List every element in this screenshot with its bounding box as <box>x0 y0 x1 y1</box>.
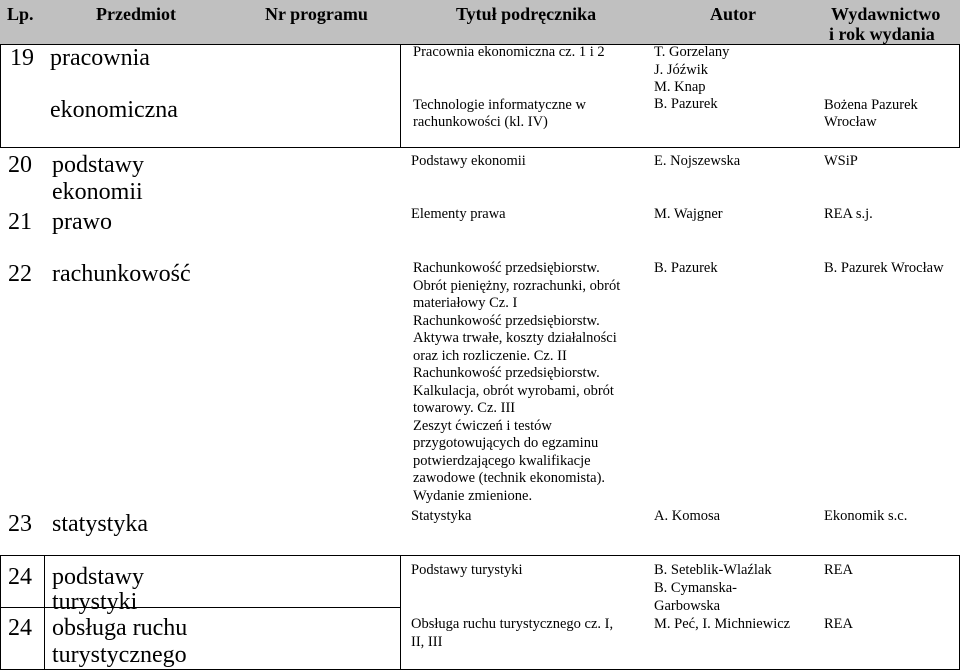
row-title-line: oraz ich rozliczenie. Cz. II <box>413 347 567 364</box>
row-publisher: Bożena Pazurek <box>824 97 918 113</box>
row-title: II, III <box>411 634 443 650</box>
row-subject: turystyki <box>52 589 138 615</box>
row-publisher: REA <box>824 562 853 578</box>
header-autor: Autor <box>710 4 756 24</box>
row-subject: ekonomiczna <box>50 97 178 123</box>
row-subject: ekonomii <box>52 179 143 205</box>
row-lp: 21 <box>8 209 32 235</box>
row-publisher: REA s.j. <box>824 206 873 222</box>
row-subject: obsługa ruchu <box>52 615 188 641</box>
row-title: Elementy prawa <box>411 206 506 222</box>
row-publisher: B. Pazurek Wrocław <box>824 260 944 276</box>
row-title-block <box>413 260 620 505</box>
row-author: M. Knap <box>654 79 706 95</box>
row-author: M. Peć, I. Michniewicz <box>654 616 791 632</box>
header-tytul: Tytuł podręcznika <box>456 4 597 24</box>
grid-line <box>400 555 401 670</box>
row-title-line: Wydanie zmienione. <box>413 487 533 504</box>
row-title-line: towarowy. Cz. III <box>413 400 516 416</box>
row-author: J. Jóźwik <box>654 62 708 78</box>
row-author: B. Seteblik-Wlaźlak <box>654 562 772 578</box>
row-author: M. Wajgner <box>654 206 723 222</box>
row-subject: statystyka <box>52 511 148 537</box>
row-title-line: Zeszyt ćwiczeń i testów <box>413 417 552 434</box>
row-author: T. Gorzelany <box>654 44 730 60</box>
grid-line <box>400 44 401 148</box>
row-subject: prawo <box>52 209 112 235</box>
row-lp: 24 <box>8 564 32 590</box>
header-lp: Lp. <box>7 4 34 24</box>
row-author: A. Komosa <box>654 508 721 524</box>
row-title-line: Aktywa trwałe, koszty działalności <box>413 330 617 346</box>
row-lp: 20 <box>8 152 32 178</box>
row-title: Pracownia ekonomiczna cz. 1 i 2 <box>413 44 605 60</box>
row-title: rachunkowości (kl. IV) <box>413 114 548 130</box>
row-lp: 24 <box>8 615 32 641</box>
grid-line <box>0 555 1 670</box>
row-subject: turystycznego <box>52 642 187 668</box>
row-title-line: Rachunkowość przedsiębiorstw. <box>413 260 600 276</box>
row-author: B. Pazurek <box>654 96 718 112</box>
row-publisher: Wrocław <box>824 114 877 130</box>
table-header <box>0 0 960 44</box>
row-author: B. Pazurek <box>654 260 718 276</box>
row-title: Podstawy ekonomii <box>411 153 526 169</box>
row-title-line: Rachunkowość przedsiębiorstw. <box>413 365 600 381</box>
row-title-line: Kalkulacja, obrót wyrobami, obrót <box>413 382 614 399</box>
row-title-line: zawodowe (technik ekonomista). <box>413 470 606 486</box>
row-publisher: REA <box>824 616 853 632</box>
row-title: Technologie informatyczne w <box>413 97 586 113</box>
row-subject: rachunkowość <box>52 261 191 287</box>
row-title: Podstawy turystyki <box>411 562 523 578</box>
grid-line <box>0 555 960 556</box>
grid-line <box>0 44 1 148</box>
grid-line <box>44 555 45 670</box>
header-wydawnictwo-line1: Wydawnictwo <box>831 4 941 24</box>
row-title-line: potwierdzającego kwalifikacje <box>413 452 591 469</box>
header-nr-programu: Nr programu <box>265 4 368 24</box>
row-lp: 22 <box>8 261 32 287</box>
row-title: Obsługa ruchu turystycznego cz. I, <box>411 616 614 632</box>
row-publisher: Ekonomik s.c. <box>824 508 908 524</box>
header-wydawnictwo-line2: i rok wydania <box>829 24 935 44</box>
row-title-line: materiałowy Cz. I <box>413 295 518 311</box>
row-subject: pracownia <box>50 45 150 71</box>
header-przedmiot: Przedmiot <box>96 4 176 24</box>
row-title: Statystyka <box>411 508 472 524</box>
row-title-line: przygotowujących do egzaminu <box>413 435 599 451</box>
row-subject: podstawy <box>52 152 144 178</box>
row-author: B. Cymanska- <box>654 580 737 596</box>
grid-line <box>0 147 960 148</box>
row-title-line: Obrót pieniężny, rozrachunki, obrót <box>413 277 621 294</box>
row-author: E. Nojszewska <box>654 153 741 169</box>
row-subject: podstawy <box>52 564 144 590</box>
row-lp: 23 <box>8 511 32 537</box>
row-title-line: Rachunkowość przedsiębiorstw. <box>413 312 600 329</box>
row-publisher: WSiP <box>824 153 858 169</box>
row-author: Garbowska <box>654 598 721 614</box>
row-lp: 19 <box>10 45 34 71</box>
